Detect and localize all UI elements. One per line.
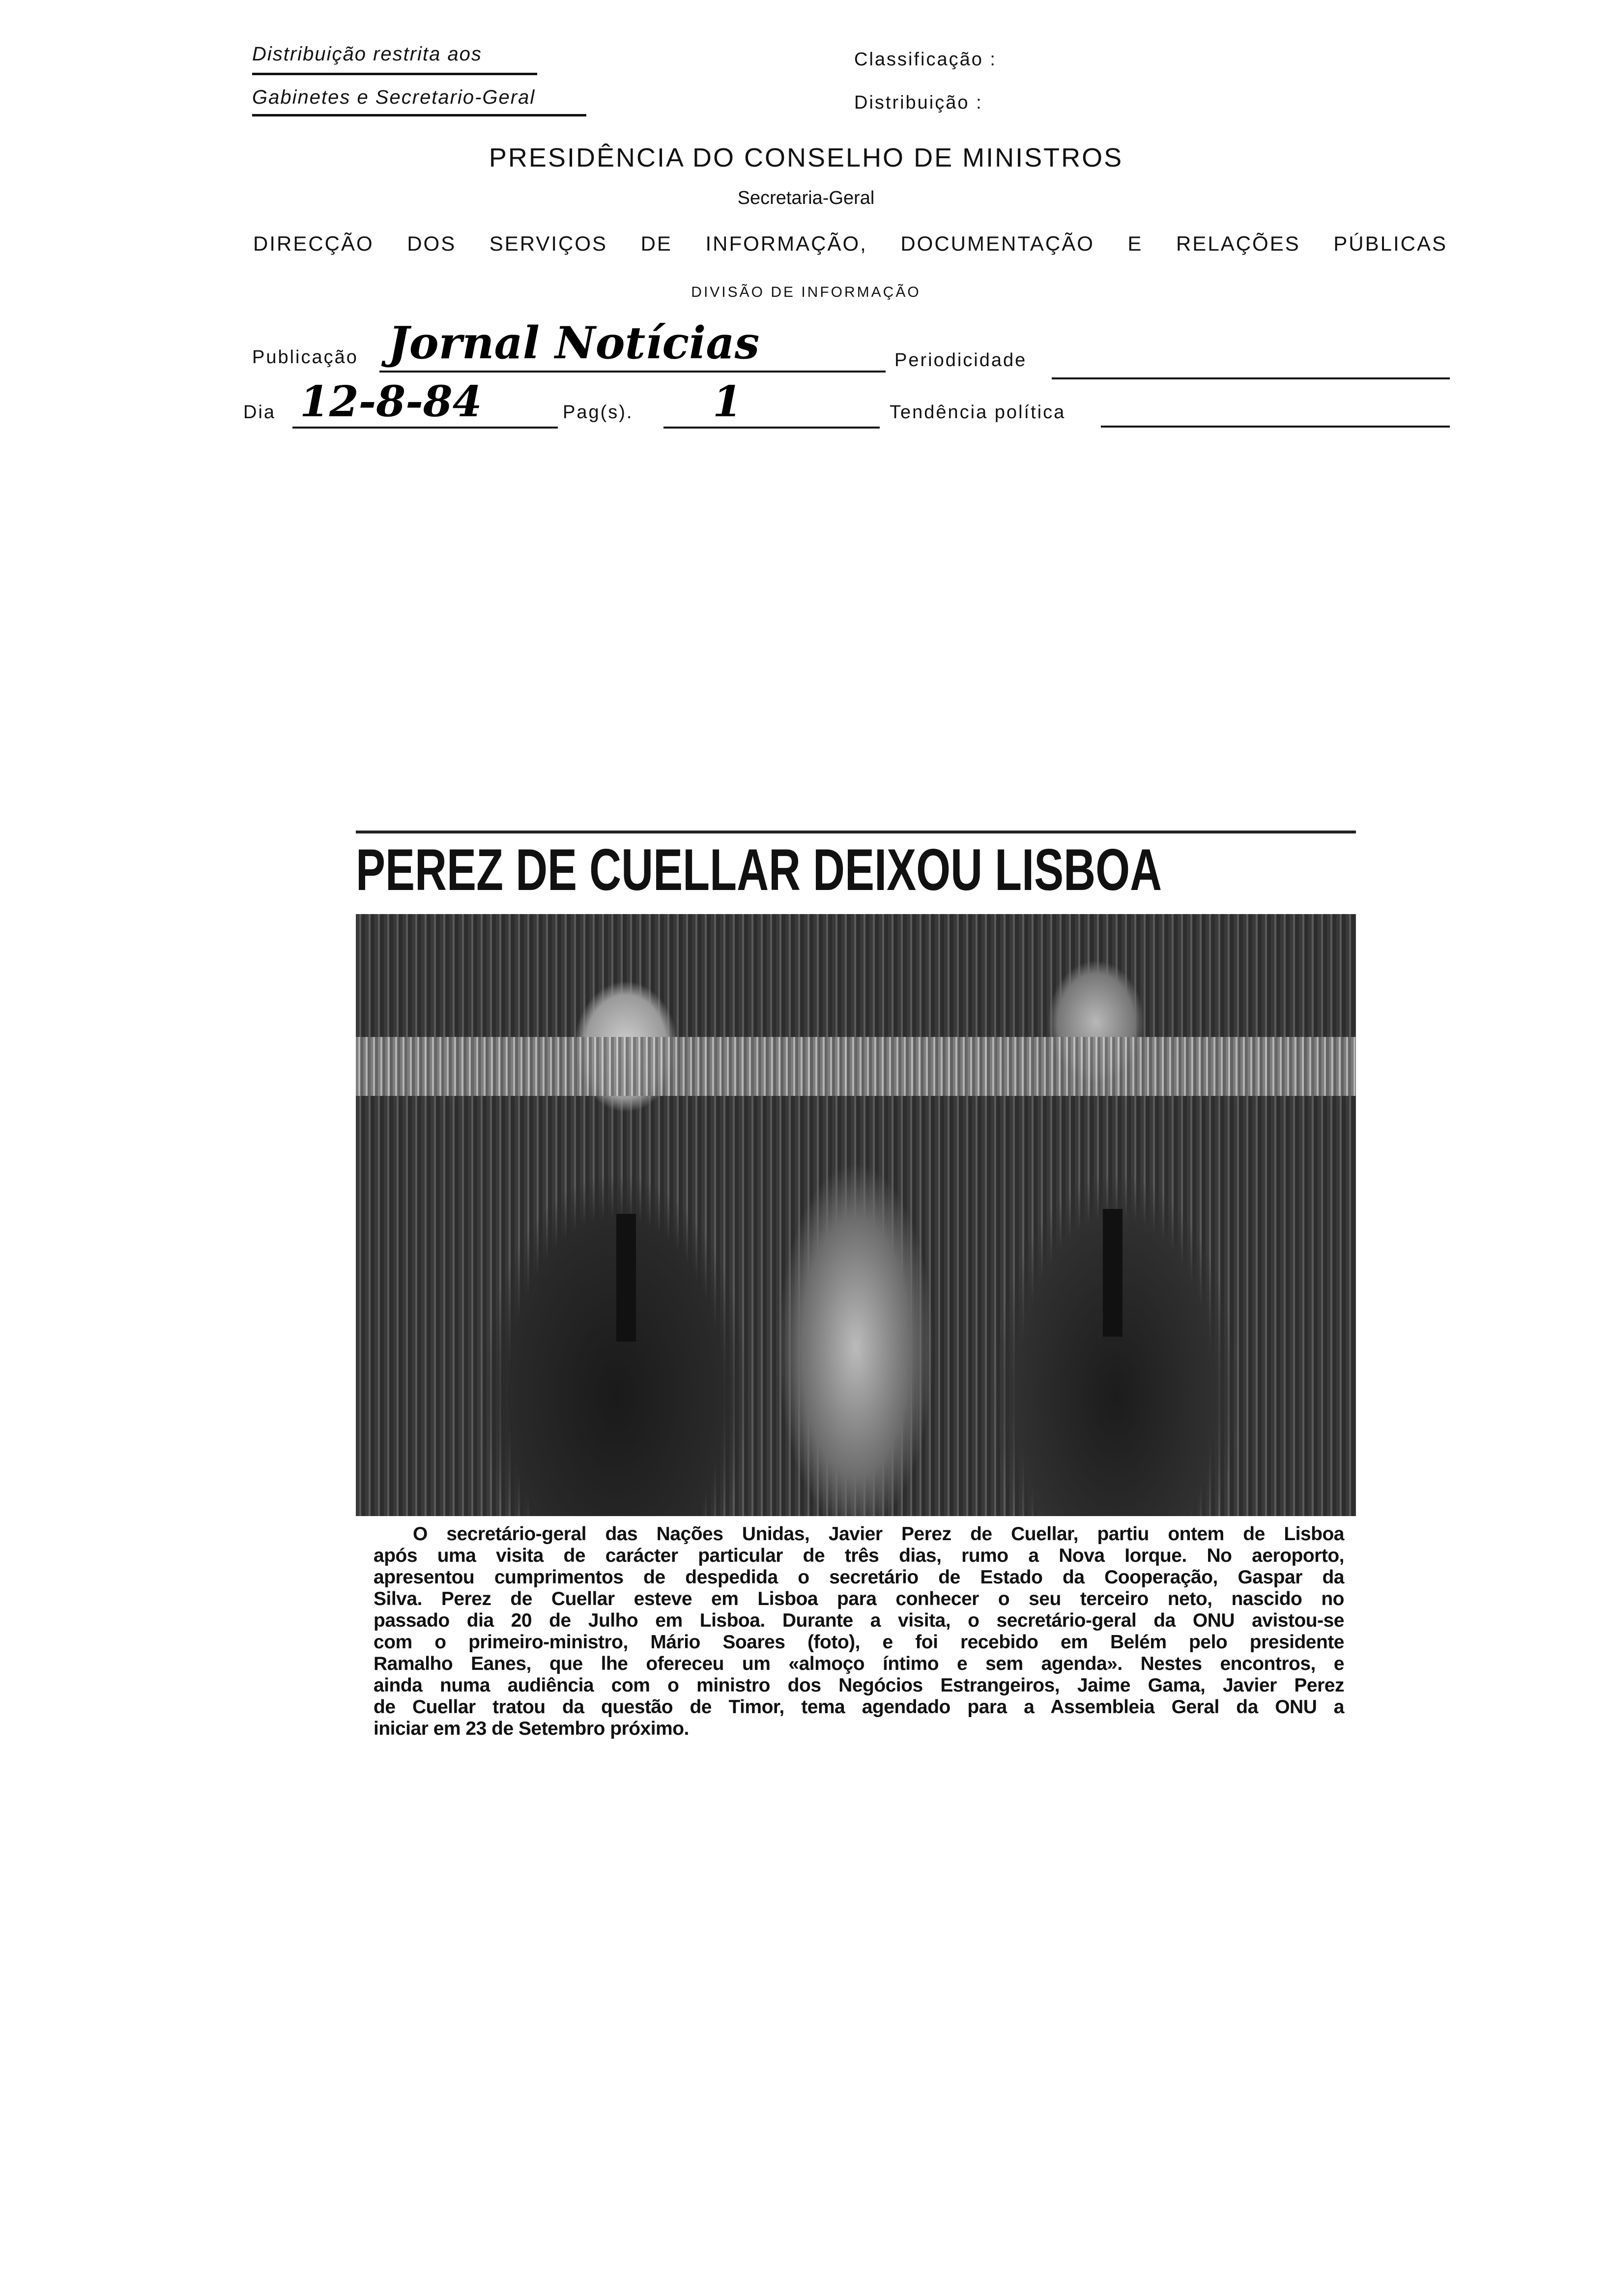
pages-label: Pag(s). bbox=[563, 402, 633, 423]
political-tendency-line bbox=[1101, 426, 1450, 428]
underline bbox=[252, 114, 586, 116]
day-label: Dia bbox=[243, 402, 276, 423]
clipping-caption bbox=[374, 1523, 1344, 1740]
caption-line: Ramalho Eanes, que lhe ofereceu um «almoço íntimo e sem agenda». Nestes encontros, e bbox=[374, 1653, 1344, 1674]
caption-line: iniciar em 23 de Setembro próximo. bbox=[374, 1718, 689, 1739]
ministry-title: PRESIDÊNCIA DO CONSELHO DE MINISTROS bbox=[489, 143, 1123, 172]
publication-value: Jornal Notícias bbox=[388, 317, 760, 369]
caption-line: com o primeiro-ministro, Mário Soares (foto), e foi recebido em Belém pelo presidente bbox=[374, 1632, 1344, 1653]
publication-label: Publicação bbox=[252, 347, 358, 368]
day-value: 12-8-84 bbox=[300, 377, 482, 427]
publication-line bbox=[379, 371, 886, 373]
underline bbox=[252, 73, 537, 75]
distribution-label: Distribuição : bbox=[854, 92, 983, 113]
headline-text: PEREZ DE CUELLAR DEIXOU LISBOA bbox=[356, 837, 1162, 903]
pages-line bbox=[663, 427, 880, 429]
clipping-photo bbox=[356, 914, 1356, 1516]
caption-line: Silva. Perez de Cuellar esteve em Lisboa para conhecer o seu terceiro neto, nascido no bbox=[374, 1588, 1344, 1609]
political-tendency-label: Tendência política bbox=[890, 402, 1066, 423]
secretariat-title: Secretaria-Geral bbox=[737, 188, 875, 208]
photo-background-band bbox=[356, 1037, 1356, 1096]
caption-line: passado dia 20 de Julho em Lisboa. Durante a visita, o secretário-geral da ONU avistou-se bbox=[374, 1610, 1344, 1631]
division-title: DIVISÃO DE INFORMAÇÃO bbox=[691, 284, 921, 300]
caption-line: apresentou cumprimentos de despedida o secretário de Estado da Cooperação, Gaspar da bbox=[374, 1567, 1344, 1588]
classification-label: Classificação : bbox=[854, 49, 997, 70]
clipping-headline bbox=[356, 831, 1356, 907]
photo-figure-left bbox=[616, 1214, 636, 1342]
day-line bbox=[292, 427, 558, 429]
directorate-title: DIRECÇÃO DOS SERVIÇOS DE INFORMAÇÃO, DOCUMENTAÇÃO E RELAÇÕES PÚBLICAS bbox=[253, 232, 1447, 255]
periodicity-line bbox=[1052, 377, 1450, 379]
pages-value: 1 bbox=[713, 377, 742, 427]
photo-figure-right bbox=[1103, 1209, 1123, 1337]
distribution-note-line1: Distribuição restrita aos bbox=[252, 43, 482, 65]
distribution-note-line2: Gabinetes e Secretario-Geral bbox=[252, 86, 536, 108]
caption-line: ainda numa audiência com o ministro dos Negócios Estrangeiros, Jaime Gama, Javier Perez bbox=[374, 1675, 1344, 1696]
caption-line: de Cuellar tratou da questão de Timor, tema agendado para a Assembleia Geral da ONU a bbox=[374, 1696, 1344, 1718]
caption-line: após uma visita de carácter particular de três dias, rumo a Nova Iorque. No aeroporto, bbox=[374, 1545, 1344, 1566]
periodicity-label: Periodicidade bbox=[894, 350, 1027, 371]
caption-line: O secretário-geral das Nações Unidas, Javier Perez de Cuellar, partiu ontem de Lisboa bbox=[413, 1523, 1344, 1545]
